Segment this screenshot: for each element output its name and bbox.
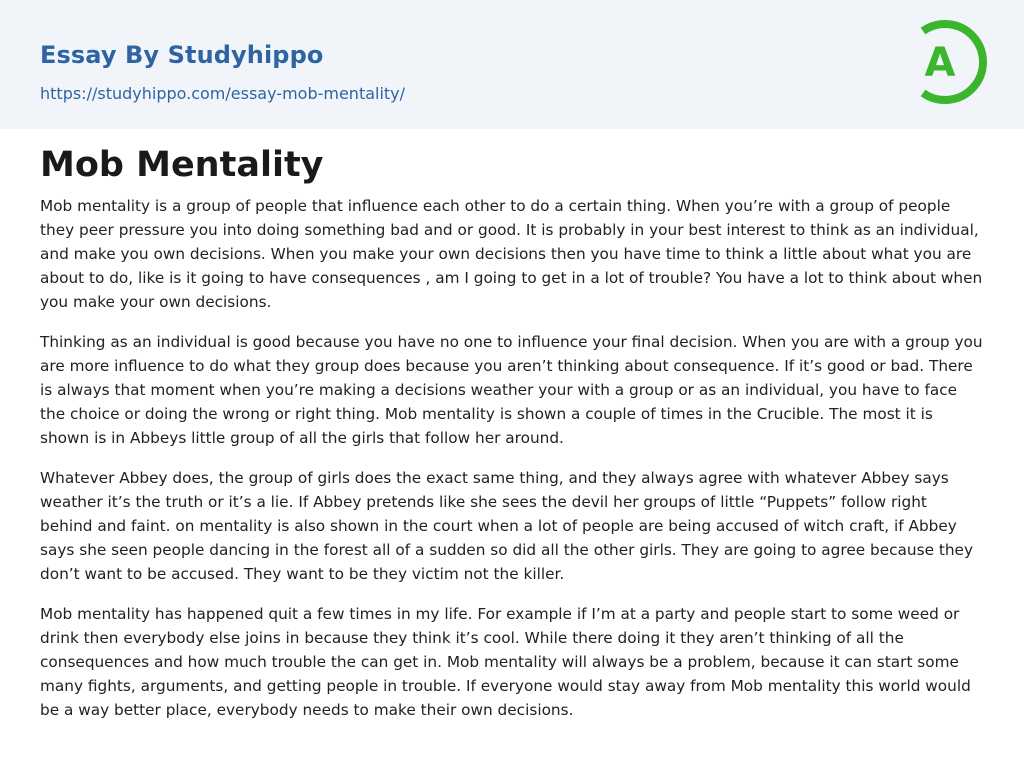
essay-url-link[interactable]: https://studyhippo.com/essay-mob-mentality/ [40, 84, 406, 103]
site-header [0, 0, 1024, 129]
essay-title: Mob Mentality [40, 145, 324, 185]
essay-paragraph: Mob mentality has happened quit a few times in my life. For example if I’m at a party and people start to some weed or drink then everybody else joins in because they think it’s cool. While there doing it they aren’t thinking of all the consequences and how much trouble the can get in. Mob mentality will always be a problem, because it can start some many fights, arguments, and getting people in trouble. If everyone would stay away from Mob mentality this world would be a way better place, everybody needs to make their own decisions. [40, 605, 971, 719]
essay-paragraph: Whatever Abbey does, the group of girls does the exact same thing, and they always agree with whatever Abbey says weather it’s the truth or it’s a lie. If Abbey pretends like she sees the devil her groups of little “Puppets” follow right behind and faint. on mentality is also shown in the court when a lot of people are being accused of witch craft, if Abbey says she seen people dancing in the forest all of a sudden so did all the other girls. They are going to agree because they don’t want to be accused. They want to be they victim not the killer. [40, 469, 974, 583]
essay-paragraph: Thinking as an individual is good because you have no one to influence your final decision. When you are with a group you are more influence to do what they group does because you aren’t thinking about consequence. If it’s good or bad. There is always that moment when you’re making a decisions weather your with a group or as an individual, you have to face the choice or doing the wrong or right thing. Mob mentality is shown a couple of times in the Crucible. The most it is shown is in Abbeys little group of all the girls that follow her around. [40, 333, 983, 447]
studyhippo-logo-icon[interactable] [903, 18, 987, 106]
essay-body [40, 194, 984, 738]
logo-letter: A [924, 40, 956, 86]
essay-paragraph: Mob mentality is a group of people that influence each other to do a certain thing. When you’re with a group of people they peer pressure you into doing something bad and or good. It is probably in your best interest to think as an individual, and make you own decisions. When you make your own decisions then you have time to think a little about what you are about to do, like is it going to have consequences , am I going to get in a lot of trouble? You have a lot to think about when you make your own decisions. [40, 197, 983, 311]
site-brand[interactable]: Essay By Studyhippo [40, 41, 324, 69]
